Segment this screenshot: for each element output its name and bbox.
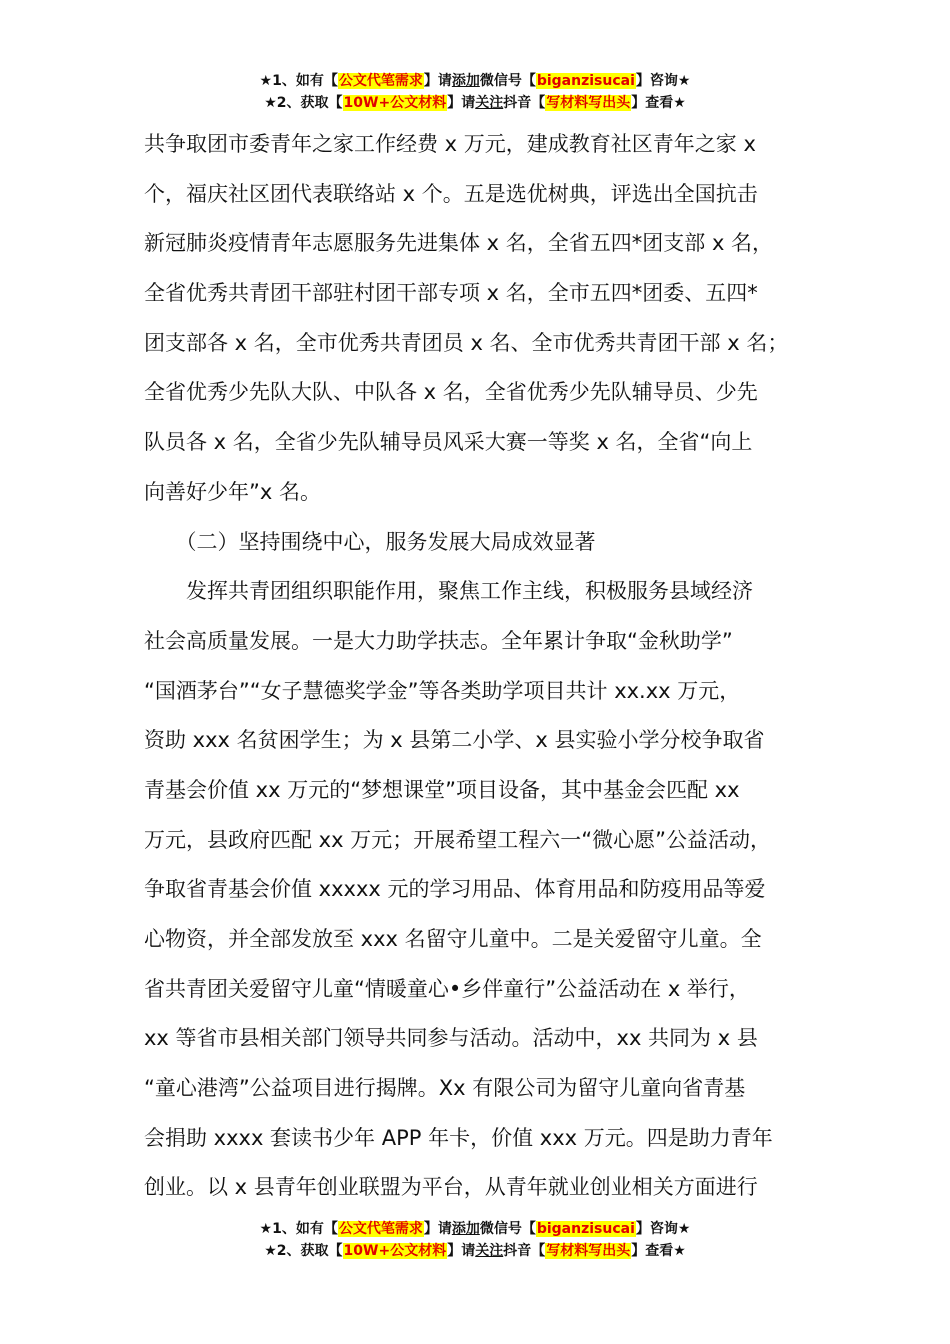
banner-text: 】查看 [631,95,674,111]
star-icon: ★ [673,95,686,111]
body-line: 团支部各 x 名，全市优秀共青团员 x 名、全市优秀共青团干部 x 名； [144,330,789,355]
body-line: “国酒茅台”“女子慧德奖学金”等各类助学项目共计 xx.xx 万元， [144,678,741,703]
highlight-text: 10W+公文材料 [343,1243,447,1259]
banner-text: 微信号【 [479,73,536,89]
body-line: 共争取团市委青年之家工作经费 x 万元，建成教育社区青年之家 x [144,132,756,156]
banner-text: 】请 [447,95,476,111]
star-icon: ★ [677,73,691,89]
header-banner [0,70,950,114]
highlight-text: 10W+公文材料 [343,95,447,111]
body-line: 向善好少年”x 名。 [144,479,321,504]
document-body [144,120,834,1213]
banner-text: 】请 [447,1243,476,1259]
banner-line-1 [0,70,950,92]
banner-text: 抖音【 [503,1243,546,1259]
banner-text: 微信号【 [479,1221,536,1237]
body-line: 全省优秀共青团干部驻村团干部专项 x 名，全市五四*团委、五四* [144,281,758,306]
body-line: 会捐助 xxxx 套读书少年 APP 年卡，价值 xxx 万元。四是助力青年 [144,1125,773,1150]
banner-text: 】请 [423,73,452,89]
wechat-id: biganzisucai [536,73,635,89]
body-line: 发挥共青团组织职能作用，聚焦工作主线，积极服务县域经济 [144,579,753,604]
body-line: 全省优秀少先队大队、中队各 x 名，全省优秀少先队辅导员、少先 [144,380,758,405]
body-line: 万元，县政府匹配 xx 万元；开展希望工程六一“微心愿”公益活动， [144,827,771,852]
star-icon: ★ [259,1221,273,1237]
banner-text: 抖音【 [503,95,546,111]
body-line: 省共青团关爱留守儿童“情暖童心•乡伴童行”公益活动在 x 举行， [144,976,750,1001]
body-line: 青基会价值 xx 万元的“梦想课堂”项目设备，其中基金会匹配 xx [144,777,740,802]
body-line: 队员各 x 名，全省少先队辅导员风采大赛一等奖 x 名，全省“向上 [144,430,753,455]
underlined-text: 添加 [451,1221,480,1237]
underlined-text: 关注 [475,1243,504,1259]
star-icon: ★ [264,95,277,111]
body-line: 资助 xxx 名贫困学生；为 x 县第二小学、x 县实验小学分校争取省 [144,728,765,753]
douyin-account: 写材料写出头 [546,1243,631,1259]
body-line: 争取省青基会价值 xxxxx 元的学习用品、体育用品和防疫用品等爱 [144,877,766,902]
underlined-text: 关注 [475,95,504,111]
highlight-text: 公文代笔需求 [338,1221,423,1237]
banner-line-2 [0,1240,950,1262]
underlined-text: 添加 [451,73,480,89]
banner-text: 】咨询 [635,1221,678,1237]
banner-text: 】请 [423,1221,452,1237]
wechat-id: biganzisucai [536,1221,635,1237]
banner-line-2 [0,92,950,114]
banner-text: 1、如有【 [272,73,338,89]
star-icon: ★ [673,1243,686,1259]
footer-banner [0,1218,950,1262]
banner-text: 2、获取【 [276,95,343,111]
banner-text: 】咨询 [635,73,678,89]
body-line: 新冠肺炎疫情青年志愿服务先进集体 x 名，全省五四*团支部 x 名， [144,231,774,256]
banner-text: 1、如有【 [272,1221,338,1237]
star-icon: ★ [264,1243,277,1259]
section-heading: （二）坚持围绕中心，服务发展大局成效显著 [144,529,596,554]
banner-line-1 [0,1218,950,1240]
body-line: 心物资，并全部发放至 xxx 名留守儿童中。二是关爱留守儿童。全 [144,927,762,951]
highlight-text: 公文代笔需求 [338,73,423,89]
body-line: 创业。以 x 县青年创业联盟为平台，从青年就业创业相关方面进行 [144,1175,758,1200]
banner-text: 】查看 [631,1243,674,1259]
body-line: 社会高质量发展。一是大力助学扶志。全年累计争取“金秋助学” [144,628,733,653]
body-line: xx 等省市县相关部门领导共同参与活动。活动中，xx 共同为 x 县 [144,1026,758,1051]
douyin-account: 写材料写出头 [546,95,631,111]
star-icon: ★ [677,1221,691,1237]
star-icon: ★ [259,73,273,89]
body-line: “童心港湾”公益项目进行揭牌。Xx 有限公司为留守儿童向省青基 [144,1076,746,1101]
body-line: 个，福庆社区团代表联络站 x 个。五是选优树典，评选出全国抗击 [144,181,758,206]
banner-text: 2、获取【 [276,1243,343,1259]
